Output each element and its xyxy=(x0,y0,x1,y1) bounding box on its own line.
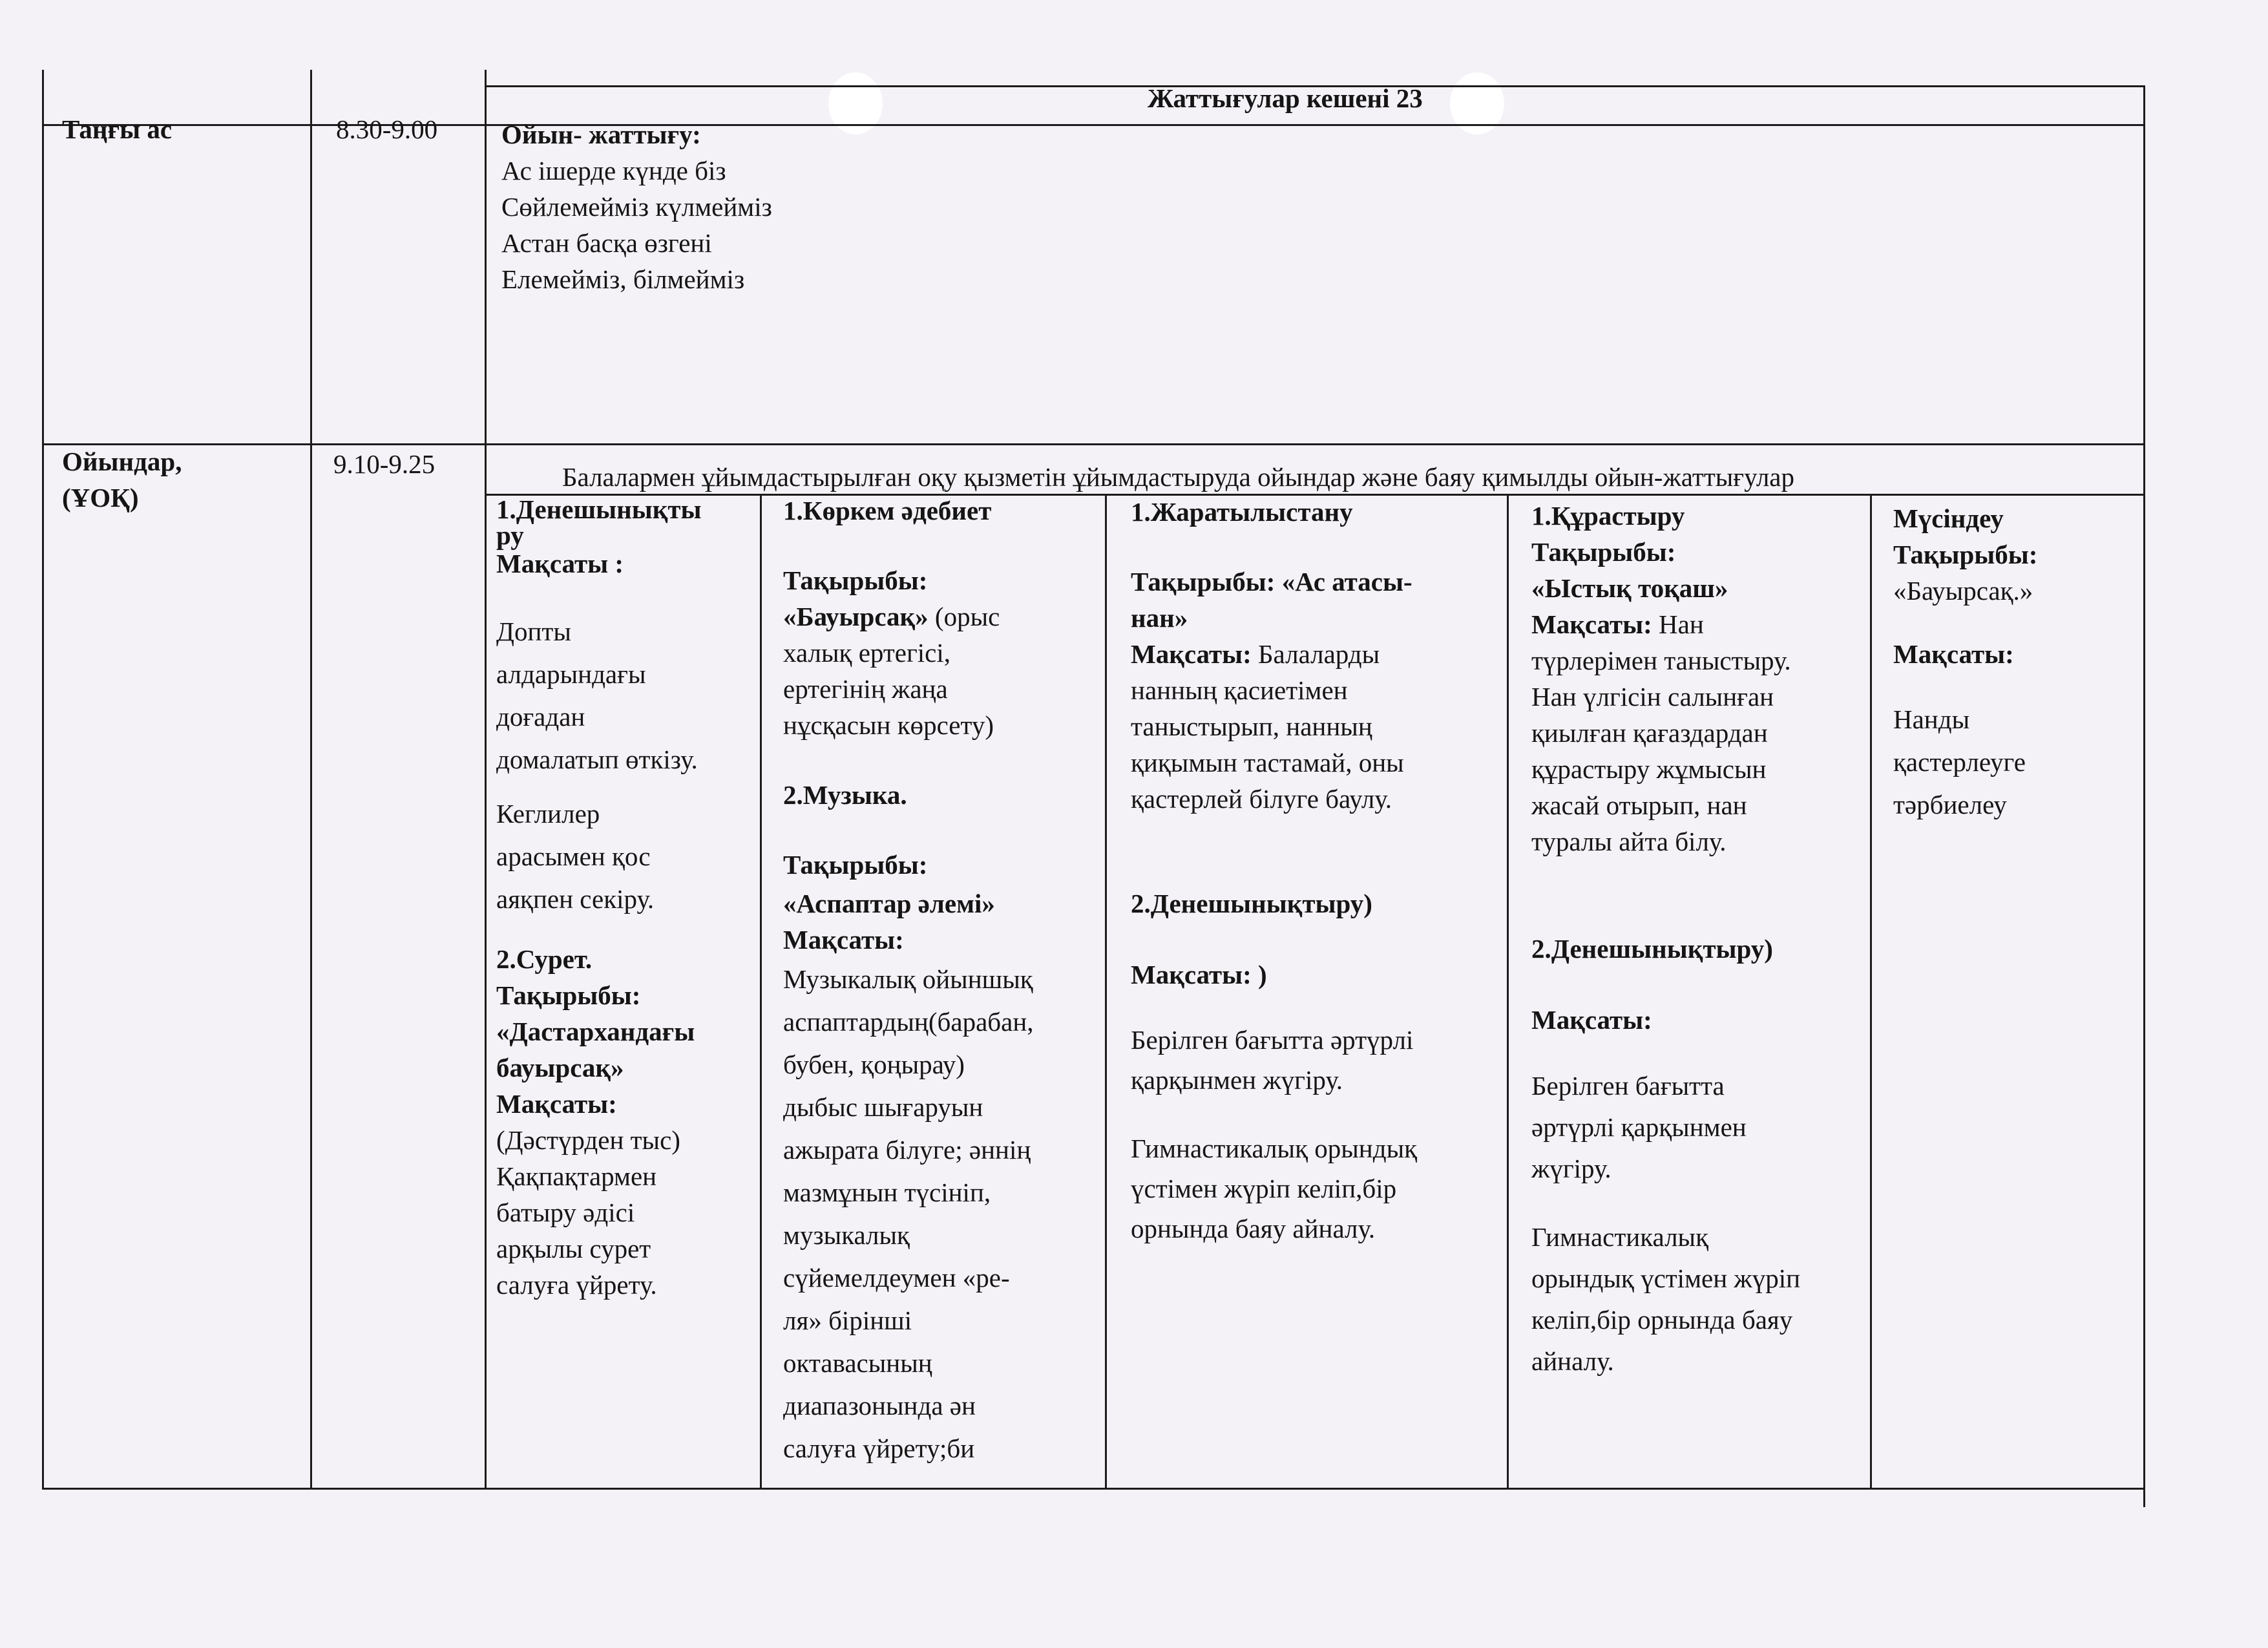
goal-line: домалатып өткізу. xyxy=(496,745,698,774)
goal-line: ля» бірінші xyxy=(783,1305,912,1335)
table-vertical-line xyxy=(310,70,312,1489)
goal-label: Мақсаты: xyxy=(783,925,904,955)
topic-line xyxy=(783,598,1034,635)
poem-line: Елемейміз, білмейміз xyxy=(501,264,745,294)
goal-line: таныстырып, нанның xyxy=(1131,712,1372,741)
goal-line: Қақпақтармен xyxy=(496,1161,657,1191)
goal-label: Мақсаты : xyxy=(496,549,624,578)
goal-line: қастерлей білуге баулу. xyxy=(1131,784,1392,814)
goal-line: ажырата білуге; әннің xyxy=(783,1135,1031,1165)
column-natural-science xyxy=(1131,494,1417,1249)
complex-title: Жаттығулар кешені 23 xyxy=(1148,83,1423,113)
row-label-breakfast: Таңғы ас xyxy=(62,114,173,144)
topic-line: бауырсақ» xyxy=(496,1053,624,1083)
goal-line: Кеглилер xyxy=(496,799,600,829)
goal-line: доғадан xyxy=(496,702,585,732)
goal-line: түрлерімен таныстыру. xyxy=(1531,646,1791,675)
goal-line: дыбыс шығаруын xyxy=(783,1092,983,1122)
subject-title: 2.Денешынықтыру) xyxy=(1531,934,1773,964)
goal-line: Гимнастикалық xyxy=(1531,1222,1709,1252)
goal-line: арасымен қос xyxy=(496,841,651,871)
subject-title: 1.Құрастыру xyxy=(1531,501,1685,531)
poem-line: Ас ішерде күнде біз xyxy=(501,156,726,185)
goal-line: Гимнастикалық орындық xyxy=(1131,1134,1418,1163)
goal-line: Нанды xyxy=(1893,704,1970,734)
goal-rest: Балаларды xyxy=(1251,639,1380,669)
poem-line: Астан басқа өзгені xyxy=(501,228,712,258)
goal-line: аяқпен секіру. xyxy=(496,884,655,914)
goal-line: Берілген бағытта әртүрлі xyxy=(1131,1025,1414,1055)
goal-line: Нан үлгісін салынған xyxy=(1531,682,1774,712)
table-vertical-line xyxy=(42,70,44,1489)
goal-line: октавасының xyxy=(783,1348,932,1378)
topic-line: нан» xyxy=(1131,603,1188,633)
goal-line: салуға үйрету. xyxy=(496,1270,657,1300)
subject-title: 1.Денешынықты xyxy=(496,494,702,524)
topic-label: Тақырыбы: xyxy=(783,850,928,880)
goal-line: үстімен жүріп келіп,бір xyxy=(1131,1174,1397,1203)
goal-line: қастерлеуге xyxy=(1893,747,2026,777)
row-label-games-line: (ҰОҚ) xyxy=(62,483,139,512)
topic-rest: (орыс xyxy=(928,602,1000,631)
goal-line: Берілген бағытта xyxy=(1531,1071,1725,1101)
subject-title: 2.Музыка. xyxy=(783,780,907,810)
subject-title: 2.Денешынықтыру) xyxy=(1131,889,1372,918)
games-intro: Балалармен ұйымдастырылған оқу қызметін ұйымдастыруда ойындар және баяу қимылды ойын-жаттығулар xyxy=(562,462,1794,492)
subject-title: 1.Жаратылыстану xyxy=(1131,497,1353,527)
subject-title: 2.Сурет. xyxy=(496,944,593,974)
goal-line: айналу. xyxy=(1531,1346,1614,1376)
goal-line: қарқынмен жүгіру. xyxy=(1131,1065,1343,1095)
goal-line: аспаптардың(барабан, xyxy=(783,1007,1034,1037)
goal-line: Музыкалық ойыншық xyxy=(783,964,1033,994)
goal-rest: Нан xyxy=(1652,609,1704,639)
table-vertical-line xyxy=(1507,494,1509,1489)
goal-line: қиылған қағаздардан xyxy=(1531,718,1768,748)
poem-line: Сөйлемейміз күлмейміз xyxy=(501,192,772,222)
goal-line: музыкалық xyxy=(783,1220,910,1250)
goal-line: сүйемелдеумен «ре- xyxy=(783,1263,1010,1293)
goal-line: мазмұнын түсініп, xyxy=(783,1178,991,1207)
topic-label: Тақырыбы: xyxy=(1893,540,2038,569)
goal-line: тәрбиелеу xyxy=(1893,790,2007,819)
goal-line: алдарындағы xyxy=(496,659,646,689)
goal-line xyxy=(1531,606,1800,642)
topic-line: Тақырыбы: «Ас атасы- xyxy=(1131,567,1412,597)
goal-line: нанның қасиетімен xyxy=(1131,675,1348,705)
goal-line: жасай отырып, нан xyxy=(1531,790,1747,820)
topic-line: ертегінің жаңа xyxy=(783,674,948,704)
topic-line: «Аспаптар әлемі» xyxy=(783,889,995,918)
topic-label: Тақырыбы: xyxy=(783,565,928,595)
topic-label: Тақырыбы: xyxy=(1531,537,1676,567)
row-label-games-line: Ойындар, xyxy=(62,447,182,476)
topic-line: халық ертегісі, xyxy=(783,638,951,668)
column-literature-music xyxy=(783,492,1034,1470)
topic-line: «Бауырсақ.» xyxy=(1893,576,2033,606)
goal-label: Мақсаты: xyxy=(496,1089,617,1119)
goal-line: орнында баяу айналу. xyxy=(1131,1214,1376,1243)
table-horizontal-line xyxy=(42,1488,2145,1490)
table-vertical-line xyxy=(760,494,762,1489)
row-time-breakfast: 8.30-9.00 xyxy=(336,114,438,144)
goal-label: Мақсаты: xyxy=(1131,639,1252,669)
goal-line: арқылы сурет xyxy=(496,1234,651,1263)
goal-line xyxy=(1131,636,1417,672)
goal-line: Допты xyxy=(496,617,571,646)
goal-line: туралы айта білу. xyxy=(1531,827,1727,856)
table-vertical-line xyxy=(1105,494,1107,1489)
goal-label: Мақсаты: ) xyxy=(1131,960,1267,989)
row-time-games: 9.10-9.25 xyxy=(333,449,436,479)
goal-line: бубен, қоңырау) xyxy=(783,1050,965,1079)
table-vertical-line xyxy=(1870,494,1872,1489)
goal-line: орындық үстімен жүріп xyxy=(1531,1263,1801,1293)
column-physical-education xyxy=(496,491,702,1303)
goal-label: Мақсаты: xyxy=(1531,1005,1652,1035)
goal-line: диапазонында ән xyxy=(783,1391,976,1421)
topic-name: «Бауырсақ» xyxy=(783,602,929,631)
topic-line: нұсқасын көрсету) xyxy=(783,710,994,740)
topic-label: Тақырыбы: xyxy=(496,980,641,1010)
table-horizontal-line xyxy=(42,443,2145,445)
subject-title: 1.Көркем әдебиет xyxy=(783,496,992,525)
topic-line: «Дастархандағы xyxy=(496,1017,695,1046)
goal-line: әртүрлі қарқынмен xyxy=(1531,1112,1747,1142)
column-construction xyxy=(1531,498,1800,1382)
goal-line: (Дәстүрден тыс) xyxy=(496,1125,680,1155)
game-title: Ойын- жаттығу: xyxy=(501,120,701,149)
breakfast-content xyxy=(501,116,772,297)
subject-title: ру xyxy=(496,520,524,550)
table-vertical-line xyxy=(485,70,487,1489)
topic-line: «Ыстық тоқаш» xyxy=(1531,573,1728,603)
goal-line: құрастыру жұмысын xyxy=(1531,754,1767,784)
goal-label: Мақсаты: xyxy=(1531,609,1652,639)
goal-line: салуға үйрету;би xyxy=(783,1433,975,1463)
goal-line: жүгіру. xyxy=(1531,1154,1612,1183)
goal-line: батыру әдісі xyxy=(496,1198,635,1227)
goal-line: келіп,бір орнында баяу xyxy=(1531,1305,1793,1335)
column-modeling xyxy=(1893,500,2037,826)
goal-line: қиқымын тастамай, оны xyxy=(1131,748,1404,777)
goal-label: Мақсаты: xyxy=(1893,639,2014,669)
table-vertical-line xyxy=(2143,85,2145,1507)
subject-title: Мүсіндеу xyxy=(1893,503,2004,533)
row-label-games xyxy=(62,443,182,516)
